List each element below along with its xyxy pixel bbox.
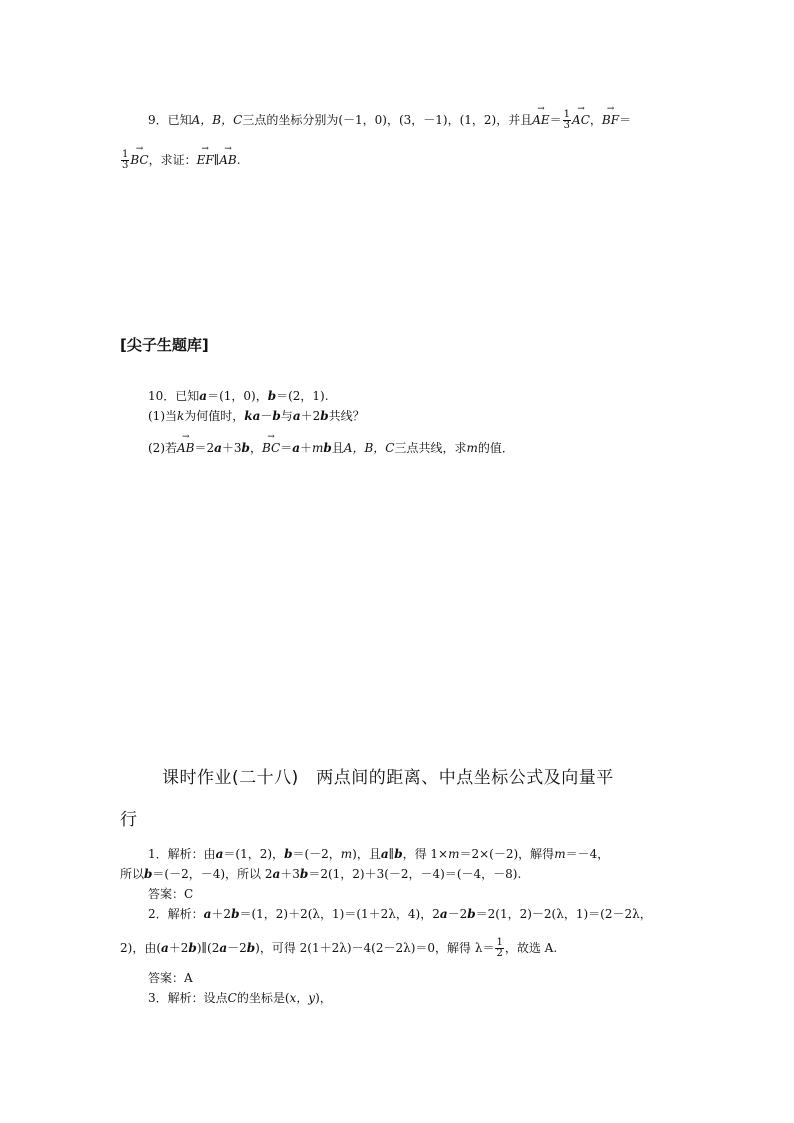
lesson-title-line-2: 行 xyxy=(120,810,138,830)
fraction-one-half: $\frac{1}{2}$ xyxy=(496,937,503,959)
solution-2-line-2: 2)，由(a＋2b)∥(2a－2b)，可得 2(1＋2λ)－4(2－2λ)＝0，解得 λ＝ $\frac{1}{2}$ ，故选 A. xyxy=(120,937,558,959)
vector-ae: → AE xyxy=(532,112,549,128)
solution-3-line-1: 3．解析：设点C的坐标是(x，y)， xyxy=(148,991,332,1005)
vector-ef: → EF xyxy=(197,152,214,168)
solution-1-answer: 答案：C xyxy=(148,887,194,901)
lesson-title-line-1: 课时作业(二十八) 两点间的距离、中点坐标公式及向量平 xyxy=(162,768,614,788)
q10-part-2: (2)若→ AB＝2a＋3b，→ BC＝a＋mb且A，B，C三点共线，求m的值． xyxy=(148,440,514,456)
section-title: [尖子生题库] xyxy=(120,336,209,354)
solution-1-line-2: 所以b＝(－2，－4)，所以 2a＋3b＝2(1，2)＋3(－2，－4)＝(－4，－8). xyxy=(120,867,522,881)
q10-part-1: (1)当k为何值时，ka－b与a＋2b共线？ xyxy=(148,409,365,423)
solution-1-line-1: 1．解析：由a＝(1，2)，b＝(－2，m)，且a∥b，得 1×m＝2×(－2)，解得m＝－4， xyxy=(148,847,610,861)
vector-ab: → AB xyxy=(219,152,236,168)
vector-bc: → BC xyxy=(262,440,280,456)
vector-bc: → BC xyxy=(130,152,148,168)
q9-line-2: $\frac{1}{3}$ → BC，求证：→ EF∥→ AB. xyxy=(120,150,241,171)
vector-ac: → AC xyxy=(572,112,590,128)
solution-2-line-1: 2．解析：a＋2b＝(1，2)＋2(λ，1)＝(1＋2λ，4)，2a－2b＝2(1，2)－2(λ，1)＝(2－2λ， xyxy=(148,907,652,921)
solution-2-answer: 答案：A xyxy=(148,971,193,985)
fraction-one-third: $\frac{1}{3}$ xyxy=(122,149,129,171)
vector-ab: → AB xyxy=(177,440,194,456)
q9-line-1: 9．已知A，B，C三点的坐标分别为(－1，0)，(3，－1)，(1，2)，并且→ AE＝ $\frac{1}{3}$ → AC，→ BF＝ xyxy=(148,110,631,131)
fraction-one-third: $\frac{1}{3}$ xyxy=(563,109,571,131)
vector-bf: → BF xyxy=(602,112,619,128)
q10-line-1: 10．已知a＝(1，0)，b＝(2，1). xyxy=(148,389,329,403)
